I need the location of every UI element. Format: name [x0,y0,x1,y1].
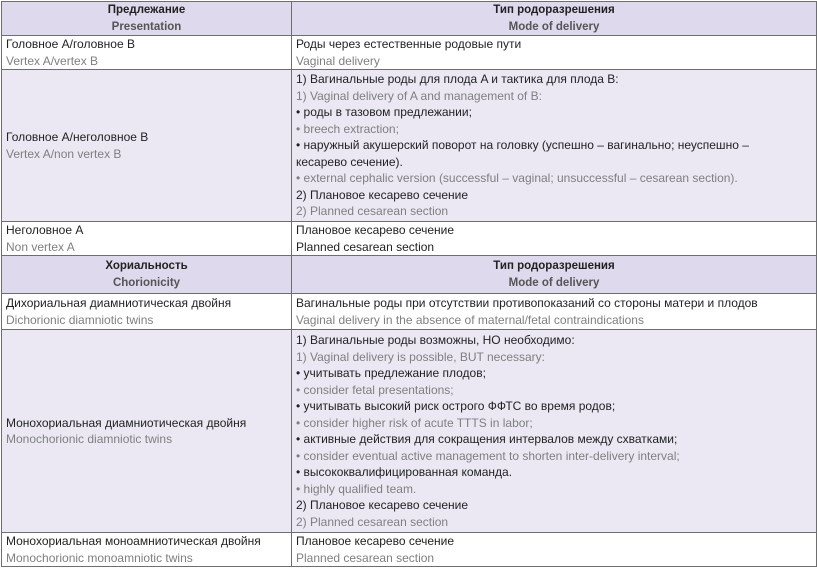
delivery-cell [292,294,817,330]
delivery-mode-table [1,1,817,567]
delivery-line-en: 2) Planned cesarean section [296,204,449,219]
delivery-line-en: • consider fetal presentations; [296,382,454,397]
delivery-line-ru: Плановое кесарево сечение [296,534,455,548]
delivery-cell [292,36,817,70]
presentation-cell [2,222,292,256]
chorionicity-en: Dichorionic diamniotic twins [6,312,154,327]
delivery-line-en: Vaginal delivery [296,53,380,68]
delivery-line-ru: Вагинальные роды при отсутствии противопоказаний со стороны матери и плодов [296,296,758,310]
chorionicity-en: Monochorionic diamniotic twins [6,432,173,446]
table-row [2,330,817,533]
delivery-line-en: • highly qualified team. [296,481,417,496]
delivery-line-ru: 2) Плановое кесарево сечение [296,187,469,202]
presentation-en: Vertex A/vertex B [6,53,99,68]
table-row [2,36,817,70]
presentation-en: Vertex A/non vertex B [6,146,122,161]
delivery-line-ru: • активные действия для сокращения интервалов между схватками; [296,432,678,446]
chorionicity-ru: Монохориальная диамниотическая двойня [6,415,247,430]
delivery-line-ru: • учитывать предлежание плодов; [296,366,486,380]
chorionicity-cell [2,330,292,533]
header-label-ru: Хориальность [105,260,188,272]
delivery-line-en: 1) Vaginal delivery of A and management of B: [296,88,542,103]
header-cell-delivery [292,256,817,294]
header-label-ru: Предлежание [107,4,186,16]
delivery-line-en: • breech extraction; [296,121,399,136]
delivery-line-en: • external cephalic version (successful – vaginal; unsuccessful – cesarean section). [296,171,738,186]
header-cell-chorionicity [2,256,292,294]
delivery-cell [292,222,817,256]
header-label-ru: Тип родоразрешения [493,4,615,16]
chorionicity-cell [2,294,292,330]
delivery-line-ru: • высококвалифицированная команда. [296,465,513,479]
delivery-line-ru: 2) Плановое кесарево сечение [296,498,469,512]
delivery-line-ru: кесарево сечение). [296,154,403,169]
delivery-line-en: • consider eventual active management to shorten inter-delivery interval; [296,448,680,463]
delivery-line-ru: • роды в тазовом предлежании; [296,105,472,120]
header-label-en: Mode of delivery [508,20,600,33]
chorionicity-ru: Монохориальная моноамниотическая двойня [6,534,261,548]
table-row [2,533,817,567]
table-row [2,70,817,222]
delivery-cell [292,70,817,222]
header-label-ru: Тип родоразрешения [493,260,615,272]
delivery-line-ru: Роды через естественные родовые пути [296,37,522,51]
delivery-line-en: • consider higher risk of acute TTTS in labor; [296,415,533,430]
delivery-cell [292,533,817,567]
delivery-line-en: 1) Vaginal delivery is possible, BUT necessary: [296,349,545,364]
header-row-chorionicity [2,256,817,294]
delivery-line-ru: Planned cesarean section [296,239,435,254]
header-label-en: Chorionicity [112,276,181,289]
delivery-line-ru: 1) Вагинальные роды возможны, НО необходимо: [296,333,575,347]
delivery-line-en: Planned cesarean section [296,550,435,565]
presentation-ru: Головное A/головное B [6,37,135,51]
delivery-line-en: Vaginal delivery in the absence of maternal/fetal contraindications [296,312,644,327]
delivery-line-ru: Плановое кесарево сечение [296,223,455,237]
delivery-line-ru: • наружный акушерский поворот на головку (успешно – вагинально; неуспешно – [296,138,749,153]
presentation-cell [2,36,292,70]
delivery-cell [292,330,817,533]
delivery-line-ru: 1) Вагинальные роды для плода A и тактика для плода B: [296,72,619,87]
delivery-line-en: 2) Planned cesarean section [296,514,449,529]
presentation-ru: Головное A/неголовное B [6,130,149,144]
header-label-en: Presentation [111,20,182,33]
header-label-en: Mode of delivery [508,276,600,289]
header-cell-delivery [292,2,817,36]
presentation-en: Non vertex A [6,239,75,254]
header-cell-presentation [2,2,292,36]
header-row-presentation [2,2,817,36]
presentation-cell [2,70,292,222]
chorionicity-ru: Дихориальная диамниотическая двойня [6,296,232,310]
presentation-ru: Неголовное A [6,223,84,237]
table-row [2,222,817,256]
chorionicity-cell [2,533,292,567]
delivery-line-ru: • учитывать высокий риск острого ФФТС во время родов; [296,399,616,413]
chorionicity-en: Monochorionic monoamniotic twins [6,550,193,565]
table-row [2,294,817,330]
